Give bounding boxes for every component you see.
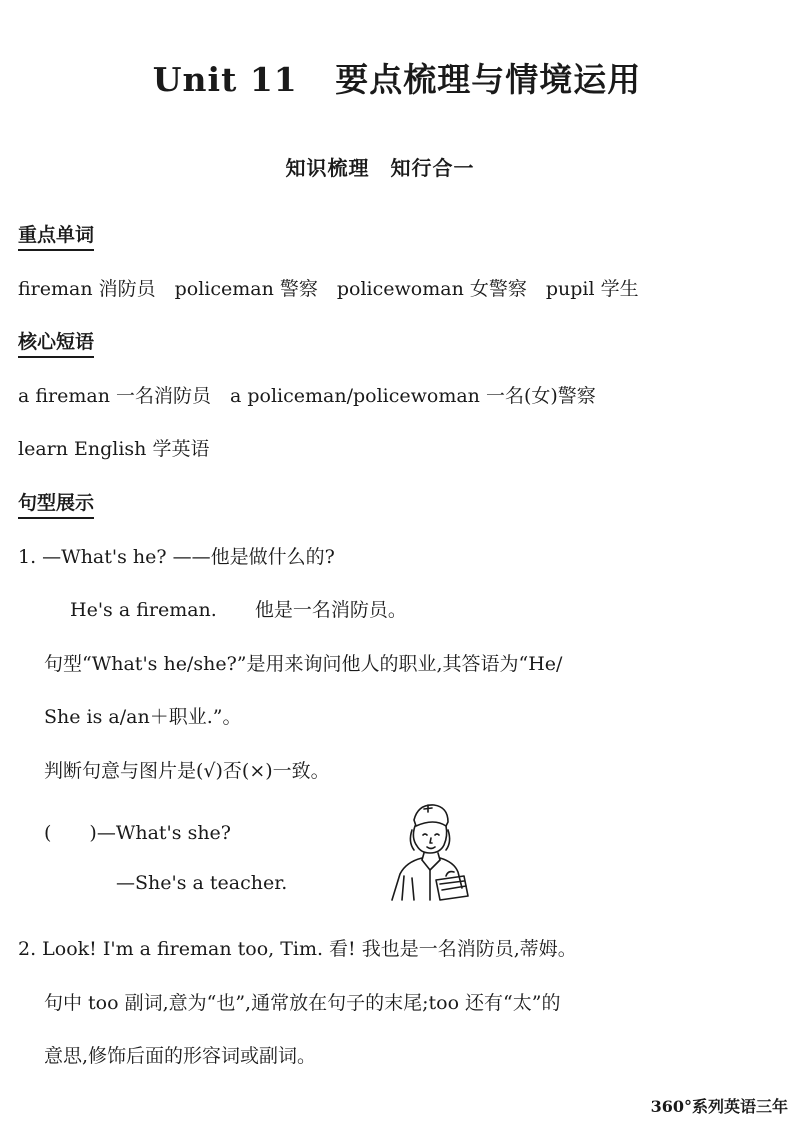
item1-note-line-2: She is a/an＋职业.”。 (44, 706, 242, 728)
item1-question: 1. —What's he? ——他是做什么的? (18, 546, 335, 568)
exercise-answer: —She's a teacher. (116, 872, 288, 894)
page-title (0, 54, 794, 101)
exercise-question: ( )—What's she? (44, 822, 231, 844)
nurse-illustration (384, 800, 476, 904)
page-footer: 360°系列英语三年 (650, 1097, 788, 1116)
item1-note-line-1: 句型“What's he/she?”是用来询问他人的职业,其答语为“He/ (44, 653, 563, 675)
item1-answer: He's a fireman. 他是一名消防员。 (70, 599, 407, 621)
item2-line-2: 句中 too 副词,意为“也”,通常放在句子的末尾;too 还有“太”的 (44, 992, 561, 1014)
key-words-line: fireman 消防员 policeman 警察 policewoman 女警察 pupil 学生 (18, 278, 639, 300)
phrases-line-2: learn English 学英语 (18, 438, 210, 460)
item2-line-1: 2. Look! I'm a fireman too, Tim. 看! 我也是一名消防员,蒂姆。 (18, 938, 577, 960)
unit-number: Unit 11 (152, 60, 298, 99)
heading-sentence-patterns: 句型展示 (18, 488, 94, 519)
item2-line-3: 意思,修饰后面的形容词或副词。 (44, 1045, 317, 1067)
section-subtitle: 知识梳理 知行合一 (285, 156, 475, 180)
item1-task: 判断句意与图片是(√)否(×)一致。 (44, 760, 330, 782)
heading-key-words: 重点单词 (18, 220, 94, 251)
heading-core-phrases: 核心短语 (18, 327, 94, 358)
unit-title-text: 要点梳理与情境运用 (335, 60, 642, 99)
phrases-line-1: a fireman 一名消防员 a policeman/policewoman 一名(女)警察 (18, 385, 596, 407)
